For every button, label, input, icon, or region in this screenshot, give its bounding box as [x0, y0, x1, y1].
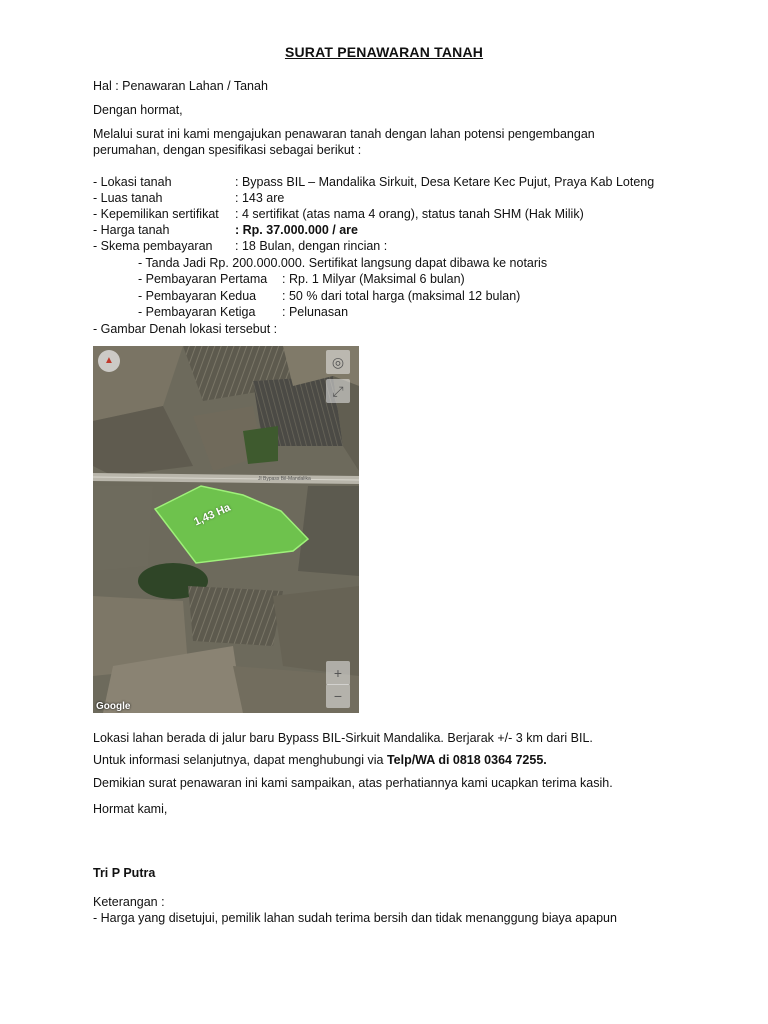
- contact-line: [93, 752, 547, 768]
- area-label: 1,43 Ha: [192, 501, 233, 529]
- spec-label-location: - Lokasi tanah: [93, 175, 172, 189]
- google-attribution: Google: [96, 701, 131, 712]
- payment-value-third: : Pelunasan: [282, 305, 349, 319]
- closing-line: Demikian surat penawaran ini kami sampaikan, atas perhatiannya kami ucapkan terima kasih.: [93, 776, 613, 790]
- payment-down: - Tanda Jadi Rp. 200.000.000. Sertifikat langsung dapat dibawa ke notaris: [138, 256, 548, 270]
- note-title: Keterangan :: [93, 895, 165, 909]
- intro-line-1: Melalui surat ini kami mengajukan penawaran tanah dengan lahan potensi pengembangan: [93, 127, 595, 141]
- zoom-out-button[interactable]: −: [326, 684, 350, 708]
- greeting: Dengan hormat,: [93, 103, 183, 117]
- intro-line-2: perumahan, dengan spesifikasi sebagai berikut :: [93, 143, 362, 157]
- note-item: - Harga yang disetujui, pemilik lahan sudah terima bersih dan tidak menanggung biaya apapun: [93, 911, 617, 925]
- road-label: Jl Bypass Bil-Mandalika: [258, 476, 311, 482]
- location-target-icon[interactable]: ◎: [326, 350, 350, 374]
- contact-prefix: Untuk informasi selanjutnya, dapat menghubungi via: [93, 753, 387, 767]
- spec-label-payment-scheme: - Skema pembayaran: [93, 239, 213, 253]
- spec-label-price: - Harga tanah: [93, 223, 170, 237]
- subject-line: Hal : Penawaran Lahan / Tanah: [93, 79, 268, 93]
- map-caption: - Gambar Denah lokasi tersebut :: [93, 322, 278, 336]
- contact-phone: Telp/WA di 0818 0364 7255.: [386, 753, 547, 767]
- payment-label-first: - Pembayaran Pertama: [138, 272, 268, 286]
- fullscreen-icon[interactable]: ⤢: [326, 379, 350, 403]
- compass-icon[interactable]: ▲: [98, 350, 120, 372]
- spec-value-price: : Rp. 37.000.000 / are: [235, 223, 358, 237]
- signatory-name: Tri P Putra: [93, 866, 156, 880]
- spec-label-area: - Luas tanah: [93, 191, 163, 205]
- regards: Hormat kami,: [93, 802, 168, 816]
- zoom-in-button[interactable]: +: [326, 661, 350, 685]
- letter-title: SURAT PENAWARAN TANAH: [284, 44, 484, 60]
- satellite-map-image: [93, 346, 359, 713]
- spec-value-payment-scheme: : 18 Bulan, dengan rincian :: [235, 239, 388, 253]
- spec-value-area: : 143 are: [235, 191, 285, 205]
- spec-value-certificate: : 4 sertifikat (atas nama 4 orang), status tanah SHM (Hak Milik): [235, 207, 584, 221]
- payment-label-third: - Pembayaran Ketiga: [138, 305, 256, 319]
- satellite-map: [93, 346, 359, 713]
- spec-label-certificate: - Kepemilikan sertifikat: [93, 207, 219, 221]
- spec-value-location: : Bypass BIL – Mandalika Sirkuit, Desa Ketare Kec Pujut, Praya Kab Loteng: [235, 175, 655, 189]
- location-note: Lokasi lahan berada di jalur baru Bypass BIL-Sirkuit Mandalika. Berjarak +/- 3 km dari BIL.: [93, 731, 593, 745]
- payment-value-second: : 50 % dari total harga (maksimal 12 bulan): [282, 289, 521, 303]
- payment-label-second: - Pembayaran Kedua: [138, 289, 257, 303]
- payment-value-first: : Rp. 1 Milyar (Maksimal 6 bulan): [282, 272, 465, 286]
